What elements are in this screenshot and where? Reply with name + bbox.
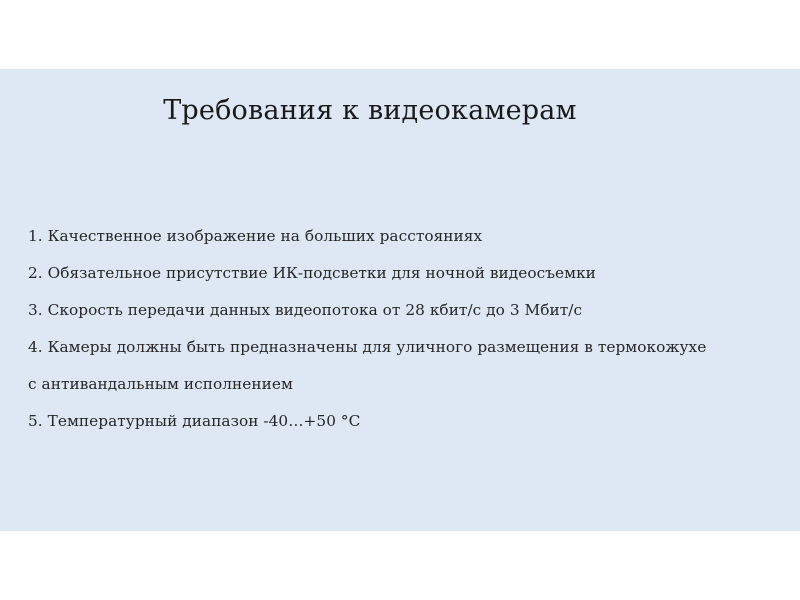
requirement-item-continuation: с антивандальным исполнением xyxy=(28,375,293,393)
requirement-item: 2. Обязательное присутствие ИК-подсветки для ночной видеосъемки xyxy=(28,264,596,282)
requirement-item: 5. Температурный диапазон -40…+50 °С xyxy=(28,412,361,430)
slide-panel xyxy=(0,69,800,531)
requirements-list xyxy=(28,218,794,440)
requirement-item: 4. Камеры должны быть предназначены для уличного размещения в термокожухе xyxy=(28,338,707,356)
requirement-item: 3. Скорость передачи данных видеопотока от 28 кбит/с до 3 Мбит/с xyxy=(28,301,583,319)
requirement-item: 1. Качественное изображение на больших расстояниях xyxy=(28,227,483,245)
slide-title: Требования к видеокамерам xyxy=(163,95,577,126)
